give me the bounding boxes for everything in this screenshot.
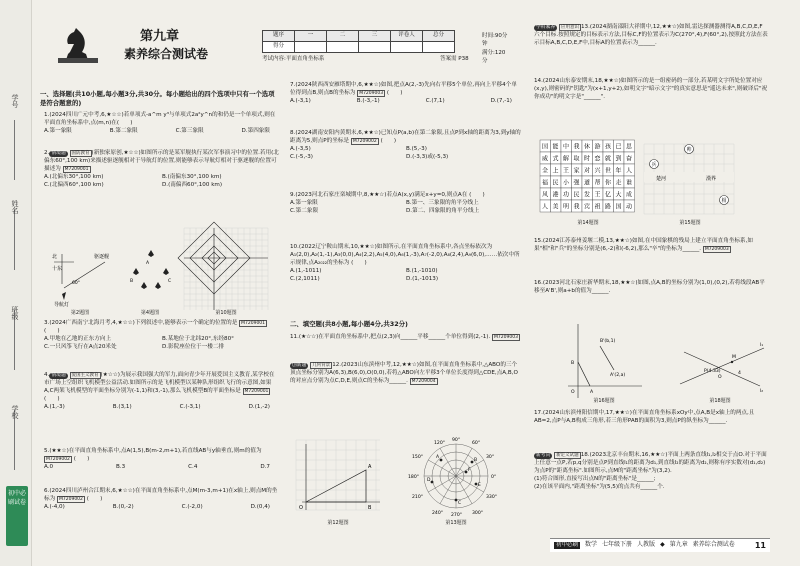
svg-text:240°: 240° [432, 511, 444, 516]
figure-10 [184, 228, 268, 310]
cipher-char: 路 [605, 203, 612, 211]
cipher-char: 人 [542, 203, 549, 211]
svg-text:F: F [468, 468, 471, 473]
cipher-char: 你 [605, 179, 612, 187]
school-label: 学校 [10, 405, 19, 419]
cipher-char: 大 [615, 191, 622, 199]
fig14-caption: 第14题图 [577, 220, 599, 226]
cipher-char: 帮 [594, 179, 601, 187]
svg-text:楚河: 楚河 [656, 176, 667, 182]
svg-text:120°: 120° [434, 441, 446, 446]
cipher-char: 全 [542, 167, 549, 175]
fig13-caption: 第13题图 [445, 520, 467, 526]
svg-text:B'(b,1): B'(b,1) [600, 339, 616, 344]
svg-text:A'(2,a): A'(2,a) [610, 373, 626, 378]
question-8: 8.(2024湖南安阳内黄期末,6,★★☆)已知点P(a,b)在第二象限,且点P到x轴的距离为3,到y轴的距离为5,则点P的坐标是 M7209002 ( ) A.(-3,5) B.(5,-3) C.(-5,-3) D.(-3,3)或(-5,3) [290, 130, 521, 160]
cipher-char: 风 [542, 191, 549, 199]
figure-15 [644, 144, 736, 216]
binding-strip [0, 0, 32, 566]
svg-text:O: O [299, 505, 303, 511]
cipher-char: 亿 [605, 191, 612, 199]
cipher-char: 宾 [584, 203, 591, 211]
cipher-char: 明 [563, 203, 570, 211]
svg-text:C: C [458, 501, 462, 506]
section-2-title: 二、填空题(共8小题,每小题4分,共32分) [290, 320, 408, 328]
cipher-char: 解 [563, 155, 570, 163]
class-label: 班级 [10, 306, 19, 320]
cipher-char: 民 [573, 191, 580, 199]
cipher-char: 国 [542, 143, 549, 151]
time-info: 时间:90分钟 满分:120分 [482, 33, 508, 64]
svg-text:A: A [146, 261, 150, 266]
svg-text:A: A [590, 390, 594, 395]
svg-text:驱逐舰: 驱逐舰 [94, 254, 110, 260]
chapter-title: 第九章 [140, 29, 180, 44]
fig12-caption: 第12题图 [327, 520, 349, 526]
svg-text:D: D [427, 478, 431, 483]
svg-text:90°: 90° [452, 438, 461, 443]
cipher-char: 动 [626, 203, 633, 211]
question-12: 创新题 几何背景 12.(2023山东滨州中考,12,★★☆)如图,在平面直角坐标系中,△ABO的三个顶点坐标分别为A(6,3),B(6,0),O(0,0),若将△ABO向左平移3个单位长度得到△CDE,点A,B,O的对应点分别为点C,D,E,则点C的坐标为______. M7209004 [290, 362, 518, 384]
svg-text:十东: 十东 [52, 266, 63, 272]
svg-text:150°: 150° [412, 455, 424, 460]
cipher-char: 走 [615, 179, 622, 187]
cipher-char: 祖 [594, 203, 601, 211]
question-11: 11.(★☆☆)在平面直角坐标系中,把点(2,3)向______平移______个单位得到(2,-1). M7209003 [290, 334, 518, 340]
svg-text:O: O [571, 390, 575, 395]
xuehao-label: 学号 [10, 94, 19, 108]
svg-text:O: O [718, 375, 722, 380]
page-number: 11 [754, 540, 766, 550]
cipher-char: 成 [626, 191, 633, 199]
svg-text:C: C [168, 279, 172, 284]
svg-text:l₂: l₂ [760, 389, 764, 394]
svg-text:210°: 210° [412, 495, 424, 500]
fig4-caption: 第4题图 [140, 310, 160, 316]
svg-text:30°: 30° [486, 455, 495, 460]
svg-text:兵: 兵 [651, 162, 657, 168]
svg-text:B: B [368, 505, 372, 511]
svg-text:B: B [474, 458, 478, 463]
cipher-char: 道 [584, 179, 591, 187]
svg-text:60°: 60° [472, 441, 481, 446]
cipher-char: 能 [552, 143, 559, 151]
question-13: 学科素养 应用意识 13.(2024湖南邵阳大祥期中,12,★★☆)如图,雷达探测器测得A,B,C,D,E,F六个目标.按照规定的目标表示方法,目标C,F的位置表示为C(270°,4),F(60°,2),按照此方法在表示目标A,B,C,D,E,F中,目标A的位置表示为______. [534, 24, 768, 46]
cipher-char: 恋 [594, 155, 601, 163]
page-footer: 初中必刷 数学 七年级下册 人教版 ◆ 第九章 素养综合测试卷 11 [550, 538, 770, 552]
cipher-char: 家 [573, 167, 580, 175]
figure-12 [296, 440, 382, 514]
question-2: 2. 情境题 国防教育 (新独家原创,★☆☆)如图所示的是某军舰执行某次军事演习中的位置.若用(北偏东60°,100 km)来描述驱逐舰相对于导航灯的位置,则能够表示导航灯相对于驱逐舰的位置可描述为 M7209001 A.(北偏东30°,100 km) B.(南偏东30°,100 km) C.(北偏西60°,100 km) D.(南偏西60°,100 km) [44, 150, 279, 188]
header [40, 22, 510, 70]
cipher-char: 就 [605, 155, 612, 163]
cipher-char: 我 [573, 143, 580, 151]
cipher-char: 美 [552, 203, 559, 211]
svg-text:导航灯: 导航灯 [54, 302, 70, 308]
svg-text:300°: 300° [472, 511, 484, 516]
cipher-char: 时 [584, 155, 591, 163]
cipher-char: 式 [552, 155, 559, 163]
cipher-char: 福 [542, 179, 549, 187]
svg-text:4: 4 [738, 371, 741, 376]
cipher-char: 游 [594, 143, 601, 151]
section-1-title: 一、选择题(共10小题,每小题3分,共30分。每小题给出的四个选项中只有一个选项是符合题意的) [40, 90, 275, 108]
svg-text:180°: 180° [408, 475, 420, 480]
fig15-caption: 第15题图 [679, 220, 701, 226]
paper-title: 素养综合测试卷 [124, 47, 209, 61]
fig18-caption: 第18题图 [709, 398, 731, 404]
svg-text:E: E [478, 483, 481, 488]
cipher-char: 已 [615, 143, 622, 151]
answer-page: 答案需 P38 [440, 56, 469, 62]
svg-text:M: M [732, 355, 736, 360]
question-6: 6.(2024四川泸州合江期末,6,★☆☆)在平面直角坐标系中,点M(m-3,m+1)在x轴上,则点M的坐标为 M7209002 ( ) A.(-4,0) B.(0,-2) C.(-2,0) D.(0,4) [44, 488, 278, 510]
figure-16 [564, 322, 644, 402]
cipher-char: 到 [615, 155, 622, 163]
fig16-caption: 第16题图 [593, 398, 615, 404]
question-10: 10.(2022辽宁鞍山期末,10,★★☆)如图所示,在平面直角坐标系中,各点坐标依次为A₁(2,0),A₂(1,-1),A₃(0,0),A₄(2,2),A₅(4,0),A₆(1,-3),A₇(-2,0),A₈(2,4),A₉(6,0),……依次中所示规律,点A₂₀₂₂的坐标为 ( ) A.(1,-1011) B.(1,-1010) C.(2,1011) D.(1,-1013) [290, 244, 520, 282]
cipher-char: 对 [584, 167, 591, 175]
cipher-char: 人 [626, 167, 633, 175]
question-15: 15.(2024江苏泰州姜堰二模,13,★★☆)如图,在中国象棋的残局上建立平面直角坐标系,如果"相"和"兵"的坐标分别是(6,-2)和(-6,2),那么"卒"的坐标为______. M7209003 [534, 238, 753, 252]
figure-14 [540, 140, 638, 218]
chess-knight-icon [58, 24, 98, 64]
question-4: 4. 情境题 爱国主义教育 (★☆☆)为展示我国强大的军力,面向青少年开展爱国主义教育,某学校在市广场上空组织飞机模型公益活动.如图所示的是飞机模型以某种队形组织飞行的示意图,如果A,C两架飞机模型的平面坐标分别为(-1,1)和(3,-1),那么飞机模型B的平面坐标是 M7209001 ( ) A.(1,-3) B.(3,1) C.(-3,1) D.(1,-2) [44, 372, 275, 410]
cipher-char: 强 [573, 179, 580, 187]
svg-text:帅: 帅 [686, 147, 692, 153]
cipher-char: 国 [615, 203, 622, 211]
svg-text:60°: 60° [72, 281, 80, 286]
svg-text:l₁: l₁ [760, 343, 764, 348]
cipher-char: 发 [584, 191, 591, 199]
cipher-char: 年 [615, 167, 622, 175]
svg-text:北: 北 [52, 254, 58, 260]
figure-4 [126, 248, 176, 308]
cipher-char: 港 [552, 191, 559, 199]
cipher-char: 我 [573, 203, 580, 211]
svg-text:A: A [368, 464, 372, 470]
cipher-char: 谁 [626, 179, 633, 187]
cipher-char: 小 [563, 179, 570, 187]
question-16: 16.(2023河北石家庄新华期末,18,★★☆)如图,点A,B的坐标分别为(1,0),(0,2),若将线段AB平移至A'B',则a+b的值为______. [534, 280, 765, 294]
question-18: 新考向 新定义试题 18.(2023北京丰台期末,16,★★☆)平面上两条直线l₁,l₂相交于点O.对于平面上任意一点P,若p,q分别是点P到直线l₁的距离为d₁,到直线l₂的距离为d₂,则称有序实数对(d₁,d₂)为点P的"距离坐标".如图所示,点M的"距离坐标"为(3,2). (1)符合图形,直接写出点N的"距离坐标"是______; (2)在该平面内,"距离坐标"为(5,5)的点共有______个. [534, 452, 767, 490]
cipher-char: 功 [563, 191, 570, 199]
score-table: 题序 一 二 三 评卷人 总分 得分 [262, 30, 455, 53]
question-3: 3.(2024广西南宁北海月考,4,★☆☆)下列叙述中,能够表示一个确定的位置的是 M7209001 ( ) A.甲地在乙地的正东方向上 B.某地位于北纬20°,东经80° C.一只风筝飞行在A点20米处 D.影院座位位于一楼二排 [44, 320, 266, 350]
cipher-char: 世 [605, 167, 612, 175]
svg-text:A: A [436, 455, 440, 460]
cipher-char: 王 [594, 191, 601, 199]
question-14: 14.(2024山东泰安期末,18,★★☆)如图所示的是一组密码的一部分,若某明文字所处位置对应(x,y),则密码的"钥匙"为(x+1,y+2),如明文字"暗示文字"的真实意思是"遥达未来",则破译后"祝你成功"的明文字是"______". [534, 78, 768, 100]
cipher-char: 奋 [626, 155, 633, 163]
cipher-char: 取 [573, 155, 580, 163]
series-stamp: 初中必刷试卷 [6, 486, 28, 546]
cipher-char: 中 [563, 143, 570, 151]
cipher-char: 兴 [594, 167, 601, 175]
figure-2 [50, 248, 120, 306]
figure-18 [676, 334, 768, 396]
svg-text:B: B [130, 279, 134, 284]
svg-text:330°: 330° [486, 495, 498, 500]
question-9: 9.(2023河北石家庄栾城期中,8,★★☆)若点A(x,y)满足x+y=0,则点A在 ( ) A.第一象限 B.第一、三象限的角平分线上 C.第二象限 D.第二、四象限的角平分线上 [290, 192, 485, 214]
question-5: 5.(★★☆)在平面直角坐标系中,点A(1,5),B(m-2,m+1),若直线AB与y轴垂直,则m的值为 M7209002 ( ) A.0 B.3 C.4 D.7 [44, 448, 270, 470]
svg-text:P(4.33): P(4.33) [704, 369, 721, 374]
cipher-char: 王 [563, 167, 570, 175]
svg-text:漢界: 漢界 [706, 176, 717, 182]
svg-text:相: 相 [721, 198, 727, 204]
exam-content: 考试内容:平面直角坐标系 [262, 56, 325, 62]
cipher-char: 上 [552, 167, 559, 175]
cipher-char: 民 [552, 179, 559, 187]
question-7: 7.(2024陕西西安雁塔期中,6,★★☆)如图,把点A(2,-3)先向右平移5个单位,再向上平移4个单位得到点B,则点B的坐标为 M7209003 ( ) A.(-3,1) B.(-3,-1) C.(7,1) D.(7,-1) [290, 82, 517, 104]
fig10-caption: 第10题图 [215, 310, 237, 316]
question-1: 1.(2024四川广元中考,6,★☆☆)若单项式-a^m y³与单项式2a²y^n的和仍是一个单项式,则在平面直角坐标系中,点(m,n)在( ) A.第一象限 B.第二象限 C.第三象限 D.第四象限 [44, 112, 276, 134]
svg-text:270°: 270° [451, 513, 463, 518]
question-17: 17.(2024山东滨州阳信期中,17,★★☆)在平面直角坐标系xOy中,点A,B是x轴上的两点,且AB=2,点P与A,B构成三角形,若三角形PAB的面积为3,则点P的纵坐标为______. [534, 410, 755, 424]
cipher-char: 思 [626, 143, 633, 151]
fig2-caption: 第2题图 [70, 310, 90, 316]
figure-13 [396, 434, 516, 520]
svg-text:0°: 0° [491, 475, 497, 480]
svg-text:B: B [571, 361, 575, 366]
name-label: 姓名 [10, 200, 19, 214]
cipher-char: 休 [584, 143, 591, 151]
cipher-char: 威 [542, 155, 549, 163]
cipher-char: 孩 [605, 143, 612, 151]
